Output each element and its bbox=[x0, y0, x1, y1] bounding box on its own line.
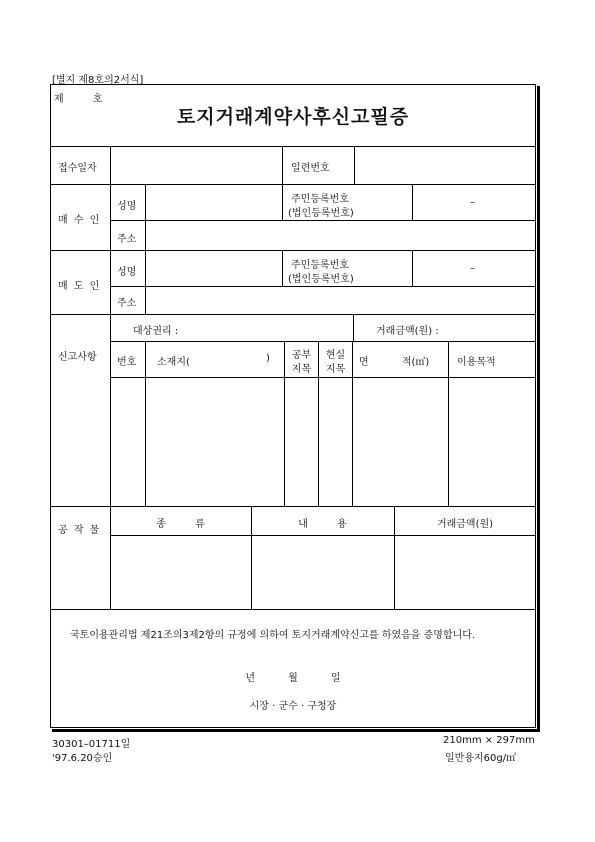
target-rights-label: 대상권리 : bbox=[133, 326, 179, 337]
transaction-amount-label: 거래금액(원) : bbox=[376, 326, 439, 337]
column-official-category-line1: 공부 bbox=[291, 350, 312, 361]
row-divider bbox=[110, 220, 536, 221]
paper-type: 일반용지60g/㎡ bbox=[445, 753, 517, 764]
column-kind: 종 류 bbox=[156, 519, 205, 530]
issuer-label: 시장 · 군수 · 구청장 bbox=[249, 701, 337, 712]
column-divider bbox=[282, 146, 283, 184]
column-divider bbox=[352, 341, 353, 506]
form-number-label: [별지 제8호의2서식] bbox=[52, 75, 144, 86]
column-area: 면 적(㎡) bbox=[359, 357, 430, 368]
serial-number-label: 일련번호 bbox=[291, 163, 330, 174]
seller-id-dash: – bbox=[470, 263, 475, 274]
buyer-name-label: 성명 bbox=[117, 201, 137, 212]
column-divider bbox=[110, 146, 111, 609]
buyer-address-label: 주소 bbox=[117, 234, 137, 245]
paper-size: 210mm × 297mm bbox=[443, 735, 535, 746]
certification-statement: 국토이용관리법 제21조의3제2항의 규정에 의하여 토지거래계약신고를 하였음을 증명합니다. bbox=[70, 630, 476, 641]
column-divider bbox=[448, 341, 449, 506]
receipt-date-label: 접수일자 bbox=[58, 163, 97, 174]
column-actual-category-line1: 현실 bbox=[325, 350, 346, 361]
row-divider bbox=[110, 341, 536, 342]
column-divider bbox=[412, 184, 413, 220]
column-divider bbox=[354, 146, 355, 184]
seller-id-label: 주민등록번호 bbox=[291, 260, 349, 271]
column-divider bbox=[353, 314, 354, 341]
row-divider bbox=[51, 314, 536, 315]
approval-date: '97.6.20승인 bbox=[52, 753, 113, 764]
column-location: 소재지( bbox=[157, 357, 190, 368]
date-line: 년 월 일 bbox=[245, 673, 341, 684]
column-official-category-line2: 지목 bbox=[291, 364, 312, 375]
row-divider bbox=[110, 535, 536, 536]
column-divider bbox=[145, 184, 146, 314]
page-title: 토지거래계약사후신고필증 bbox=[176, 106, 410, 128]
seller-label: 매 도 인 bbox=[58, 281, 100, 292]
column-divider bbox=[412, 250, 413, 286]
column-divider bbox=[145, 341, 146, 506]
buyer-id-label: 주민등록번호 bbox=[291, 194, 349, 205]
column-number: 번호 bbox=[117, 357, 137, 368]
row-divider bbox=[51, 184, 536, 185]
row-divider bbox=[51, 250, 536, 251]
structures-label: 공 작 물 bbox=[58, 525, 100, 536]
form-code: 30301–01711일 bbox=[52, 739, 131, 750]
buyer-label: 매 수 인 bbox=[58, 215, 100, 226]
report-section-label: 신고사항 bbox=[58, 352, 97, 363]
frame-shadow-bottom bbox=[52, 729, 540, 732]
row-divider bbox=[51, 146, 536, 147]
row-divider bbox=[110, 286, 536, 287]
column-purpose: 이용목적 bbox=[457, 357, 496, 368]
frame-shadow-right bbox=[537, 86, 540, 730]
row-divider bbox=[51, 609, 536, 610]
row-divider bbox=[51, 506, 536, 507]
row-divider bbox=[110, 377, 536, 378]
document-number-label: 제 호 bbox=[54, 94, 103, 105]
seller-name-label: 성명 bbox=[117, 267, 137, 278]
column-content: 내 용 bbox=[298, 519, 347, 530]
seller-address-label: 주소 bbox=[117, 298, 137, 309]
buyer-corp-id-label: (법인등록번호) bbox=[288, 208, 354, 219]
column-divider bbox=[282, 184, 283, 220]
seller-corp-id-label: (법인등록번호) bbox=[288, 274, 354, 285]
column-structure-amount: 거래금액(원) bbox=[436, 519, 494, 530]
buyer-id-dash: – bbox=[470, 197, 475, 208]
column-actual-category-line2: 지목 bbox=[325, 364, 346, 375]
column-divider bbox=[282, 250, 283, 286]
column-location-close: ) bbox=[266, 353, 270, 364]
